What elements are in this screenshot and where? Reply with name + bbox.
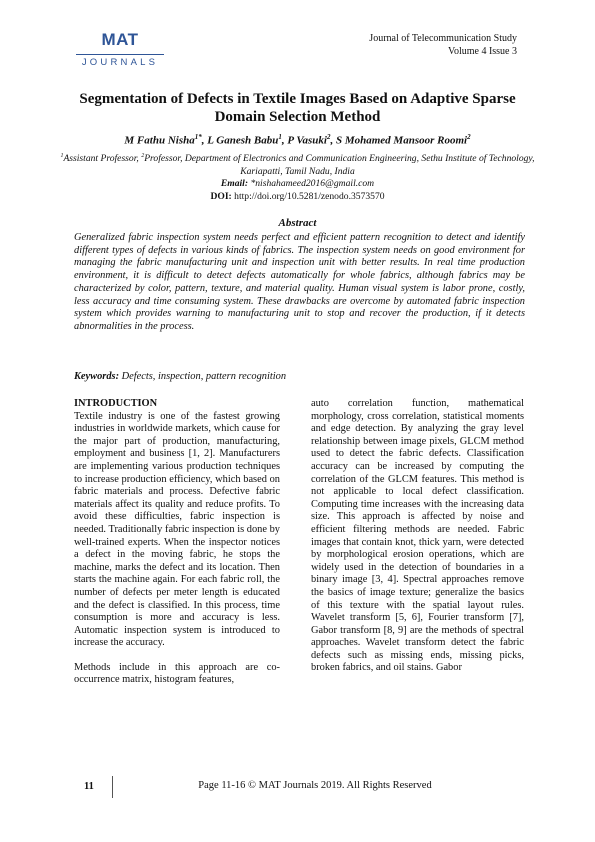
- doi: [60, 191, 535, 202]
- affil-text: Assistant Professor,: [63, 153, 142, 165]
- footer-copyright: Page 11-16 © MAT Journals 2019. All Rights Reserved: [198, 780, 432, 791]
- author-sup: 1*: [194, 133, 202, 141]
- journal-logo: [74, 30, 166, 74]
- body-paragraph: Methods include in this approach are co-occurrence matrix, histogram features,: [74, 661, 280, 686]
- journal-header: [369, 32, 517, 58]
- author-name: M Fathu Nisha: [124, 134, 195, 147]
- keywords: [74, 371, 525, 382]
- author-sup: 2: [467, 133, 471, 141]
- body-paragraph: auto correlation function, mathematical morphology, cross correlation, statistical moments and edge detection. By analyzing the gray level relationship between image pixels, GLCM method used to detect the fabric defects. Classification accuracy can be increased by computing the correlation of the GLCM features. This method is not applicable to local defect classification. Computing time increases with the increasing data size. This approach is affected by noise and efficient filtering methods are needed. Fabric images that contain knot, thick yarn, were detected by morphological erosion operations, which are widely used in the detection of boundaries in a binary image [3, 4]. Spectral approaches remove the basics of image texture; generalize the basics of this texture with the spatial layout rules. Wavelet transform [5, 6], Fourier transform [7], Gabor transform [8, 9] are the methods of spectral approaches. Wavelet transform detect the fabric defects such as missing ends, missing picks, broken fabrics, and oil stains. Gabor: [311, 398, 524, 674]
- author-name: S Mohamed Mansoor Roomi: [335, 134, 468, 147]
- keywords-label: Keywords:: [74, 371, 120, 382]
- logo-divider: [76, 54, 164, 55]
- author-sup: 1: [278, 133, 282, 141]
- footer-divider: [112, 776, 113, 798]
- abstract-heading: Abstract: [278, 217, 317, 229]
- doi-label: DOI:: [210, 191, 232, 202]
- body-column-left: [74, 398, 280, 687]
- author-name: P Vasuki: [287, 134, 327, 147]
- affil-sup: 2: [141, 153, 145, 159]
- author-sup: 2: [326, 133, 331, 141]
- keywords-value: Defects, inspection, pattern recognition: [119, 371, 287, 382]
- affil-sup: 1: [60, 153, 64, 159]
- page-number: 11: [84, 781, 94, 792]
- affil-text: Professor, Department of Electronics and Communication Engineering, Sethu Institute of Technology, Kariapatti, Tamil Nadu, India: [144, 153, 535, 177]
- logo-mat-text: MAT: [101, 30, 139, 49]
- journal-title: Journal of Telecommunication Study: [369, 33, 517, 44]
- email-link[interactable]: *nishahameed2016@gmail.com: [248, 178, 375, 189]
- journal-volume-issue: Volume 4 Issue 3: [448, 46, 517, 57]
- body-paragraph: Textile industry is one of the fastest growing industries in worldwide markets, which cause for the major part of production, manufacturing, employment and business [1, 2]. Manufacturers are implementing various production techniques to increase production efficiency, which based on fabric materials and process. Defective fabric materials affect its quality and reduce profits. To avoid these difficulties, fabric inspection is needed. Traditionally fabric inspection is done by well-trained experts. When the inspector notices a defect in the moving fabric, he stops the machine, marks the defect and its location. Then starts the machine again. For each fabric roll, the number of defects per meter length is educated and the defect is classified. In this process, time consumption is more and accuracy is less. Automatic inspection system is introduced to increase the accuracy.: [74, 410, 280, 649]
- doi-link[interactable]: http://doi.org/10.5281/zenodo.3573570: [231, 191, 385, 202]
- paper-title: Segmentation of Defects in Textile Images Based on Adaptive Sparse Domain Selection Method: [79, 91, 516, 125]
- email-label: Email:: [220, 178, 249, 189]
- author-list: M Fathu Nisha$^{1*}$, L Ganesh Babu$^1$, P Vasuki$^2$, S Mohamed Mansoor Roomi$^2$: [124, 133, 471, 147]
- abstract-text: Generalized fabric inspection system needs perfect and efficient pattern recognition to detect and identify different types of defects in various kinds of fabrics. The inspection system needs on good environment for managing the fabric manufacturing unit and inspection unit with better results. In real time production environment, it is difficult to detect defects automatically for whole fabrics, although fabrics may be characterized by color, pattern, texture, and material quality. Human visual system is labor prone, costly, less accuracy and time consuming system. These drawbacks are overcome by automated fabric inspection system which provides warning to manufacturing unit to stop and recover the production, if it detects abnormalities in the process.: [74, 232, 525, 332]
- logo-journals-text: JOURNALS: [81, 57, 159, 68]
- section-heading-introduction: INTRODUCTION: [74, 398, 158, 409]
- author-name: L Ganesh Babu: [207, 134, 279, 147]
- corresponding-email: [60, 178, 535, 189]
- body-column-right: [311, 398, 524, 675]
- affiliation: [60, 150, 535, 178]
